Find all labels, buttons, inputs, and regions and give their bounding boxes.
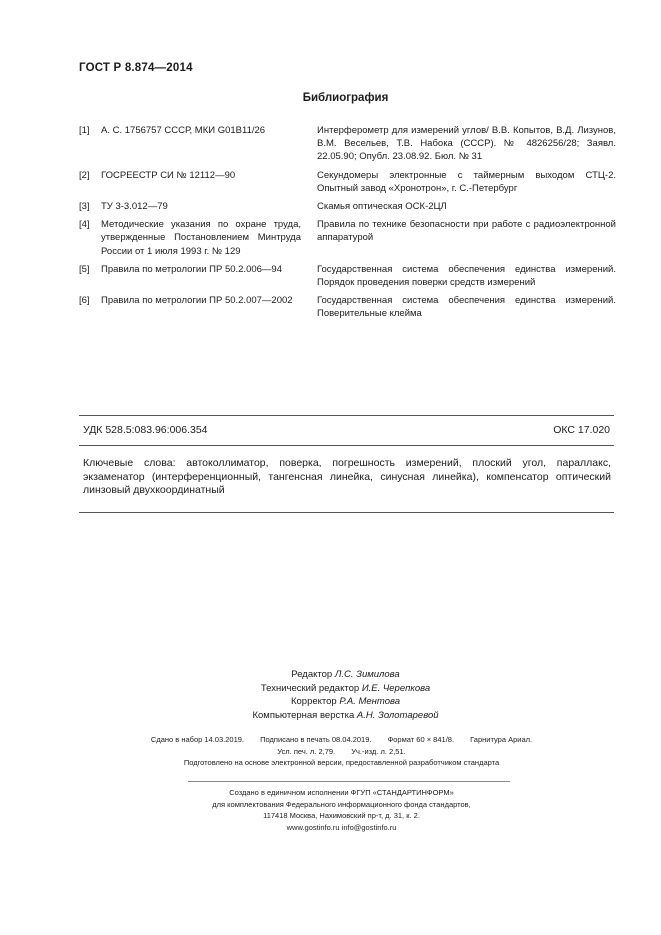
entry-description: Скамья оптическая ОСК-2ЦЛ <box>317 201 447 213</box>
entry-source: Методические указания по охране труда, утвержденные Постановлением Минтруда России от 1 июля 1993 г. № 129 <box>101 219 301 257</box>
bibliography-entry <box>79 263 616 289</box>
entry-number: [3] <box>79 201 90 213</box>
divider-top <box>79 415 614 416</box>
keywords: Ключевые слова: автоколлиматор, поверка, погрешность измерений, плоский угол, параллакс, экзаменатор (интерференционный, тангенсная линейка, синусная линейка), компенсатор оптический линзовый двухкоординатный <box>83 457 611 496</box>
editor-name: Л.С. Зимилова <box>334 669 400 680</box>
signed-date: Подписано в печать 08.04.2019. <box>260 735 372 744</box>
divider-bottom <box>79 512 614 513</box>
layout-name: А.Н. Золотаревой <box>356 709 439 721</box>
tech-editor-line <box>30 682 661 696</box>
bibliography-title: Библиография <box>302 92 389 104</box>
editorial-credits <box>0 668 661 722</box>
entry-number: [6] <box>79 295 90 307</box>
document-code: ГОСТ Р 8.874—2014 <box>79 62 193 74</box>
publication-line-2 <box>22 746 661 758</box>
entry-description: Интерферометр для измерений углов/ В.В. Копытов, В.Д. Лизунов, В.М. Весельев, Т.В. Набока (СССР). № 4826256/28; Заявл. 22.05.90; Опубл. 23.08.92. Бюл. № 31 <box>317 125 616 163</box>
entry-source: ТУ 3-3.012—79 <box>101 201 168 213</box>
entry-number: [4] <box>79 219 90 231</box>
bibliography-entry <box>79 200 616 213</box>
entry-description: Государственная система обеспечения единства измерений. Поверительные клейма <box>317 295 616 320</box>
entry-description: Правила по технике безопасности при работе с радиоэлектронной аппаратурой <box>317 219 616 244</box>
bibliography-entry <box>79 124 616 164</box>
print-sheets: Усл. печ. л. 2,79. <box>277 746 336 756</box>
divider-printer <box>188 781 510 782</box>
entry-description: Секундомеры электронные с таймерным выходом СТЦ-2. Опытный завод «Хронотрон», г. С.-Петербург <box>317 169 616 194</box>
entry-description: Государственная система обеспечения единства измерений. Порядок проведения поверки средств измерений <box>317 263 616 289</box>
publication-details <box>0 734 661 769</box>
printer-contacts <box>22 822 661 834</box>
bibliography-list <box>79 124 616 326</box>
publication-line-1: Сдано в набор 14.03.2019. Подписано в печать 08.04.2019. Формат 60 × 841/8. Гарнитура Ариал. <box>150 735 533 744</box>
divider-middle <box>79 445 614 446</box>
entry-number: [2] <box>79 169 90 181</box>
oks-code: ОКС 17.020 <box>553 424 610 436</box>
printer-address: 117418 Москва, Нахимовский пр-т, д. 31, к. 2. <box>263 811 420 820</box>
entry-number: [5] <box>79 263 90 275</box>
typeface: Гарнитура Ариал. <box>470 735 533 744</box>
entry-source: А. С. 1756757 СССР, МКИ G01B11/26 <box>101 125 266 136</box>
entry-source: Правила по метрологии ПР 50.2.007—2002 <box>101 295 293 307</box>
layout-label: Компьютерная верстка <box>252 709 355 721</box>
editor-label: Редактор <box>291 669 333 680</box>
entry-source: ГОСРЕЕСТР СИ № 12112—90 <box>101 169 236 181</box>
bibliography-entry <box>79 294 616 320</box>
udk-code: УДК 528.5:083.96:006.354 <box>83 424 208 436</box>
sent-date: Сдано в набор 14.03.2019. <box>150 735 245 744</box>
bibliography-entry <box>79 218 616 258</box>
corrector-line <box>30 695 661 709</box>
tech-editor-name: И.Е. Черепкова <box>361 682 431 694</box>
paper-format-fraction: 1/8 <box>441 735 452 744</box>
publishing-sheets: Уч.-изд. л. 2,51. <box>351 746 406 756</box>
website-link[interactable]: www.gostinfo.ru <box>286 822 340 832</box>
entry-number: [1] <box>79 125 90 136</box>
tech-editor-label: Технический редактор <box>260 682 360 694</box>
paper-format: Формат 60 × 84 <box>387 735 442 744</box>
corrector-label: Корректор <box>290 696 337 707</box>
email-link[interactable]: info@gostinfo.ru <box>341 822 397 832</box>
printer-line-2: для комплектования Федерального информационного фонда стандартов, <box>212 799 471 809</box>
bibliography-entry <box>79 169 616 195</box>
printer-info <box>0 787 661 833</box>
printer-line-1: Создано в единичном исполнении ФГУП «СТАНДАРТИНФОРМ» <box>229 788 454 797</box>
layout-line <box>30 709 661 723</box>
entry-source: Правила по метрологии ПР 50.2.006—94 <box>101 263 282 275</box>
editor-line <box>30 668 661 682</box>
prepared-note: Подготовлено на основе электронной версии, предоставленной разработчиком стандарта <box>183 758 500 767</box>
corrector-name: Р.А. Ментова <box>339 696 401 707</box>
